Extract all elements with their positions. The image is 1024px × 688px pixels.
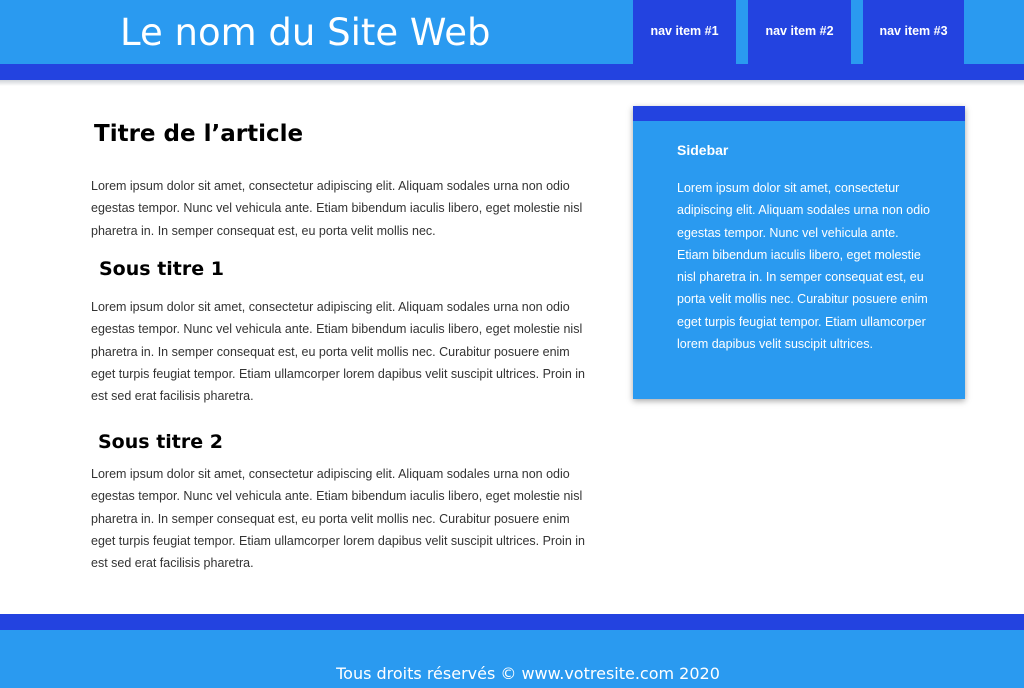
header-shadow (0, 80, 1024, 86)
sidebar-accent-bar (633, 106, 965, 121)
section-1-text: Lorem ipsum dolor sit amet, consectetur adipiscing elit. Aliquam sodales urna non odio egestas tempor. Nunc vel vehicula ante. Etiam bibendum iaculis libero, eget molestie nisl pharetra in. In semper consequat est, eu porta velit mollis nec. Curabitur posuere enim eget turpis feugiat tempor. Etiam ullamcorper lorem dapibus velit suscipit ultrices. Proin in est sed erat facilisis pharetra. (91, 300, 585, 404)
sidebar-title: Sidebar (677, 142, 729, 158)
footer-copyright: Tous droits réservés © www.votresite.com 2020 (336, 664, 720, 683)
sidebar-text: Lorem ipsum dolor sit amet, consectetur adipiscing elit. Aliquam sodales urna non odio egestas tempor. Nunc vel vehicula ante. Etiam bibendum iaculis libero, eget molestie nisl pharetra in. In semper consequat est, eu porta velit mollis nec. Curabitur posuere enim eget turpis feugiat tempor. Etiam ullamcorper lorem dapibus velit suscipit ultrices. (677, 181, 930, 352)
subtitle-1: Sous titre 1 (99, 258, 224, 280)
article-intro: Lorem ipsum dolor sit amet, consectetur adipiscing elit. Aliquam sodales urna non odio egestas tempor. Nunc vel vehicula ante. Etiam bibendum iaculis libero, eget molestie nisl pharetra in. In semper consequat est, eu porta velit mollis nec. (91, 179, 583, 238)
header-accent-bar (0, 64, 1024, 80)
footer-accent-bar (0, 614, 1024, 630)
site-header (0, 0, 1024, 64)
site-footer (0, 630, 1024, 688)
nav-item-3[interactable]: nav item #3 (863, 0, 964, 64)
site-title[interactable]: Le nom du Site Web (120, 11, 491, 54)
sidebar (633, 106, 965, 399)
section-2-text: Lorem ipsum dolor sit amet, consectetur adipiscing elit. Aliquam sodales urna non odio egestas tempor. Nunc vel vehicula ante. Etiam bibendum iaculis libero, eget molestie nisl pharetra in. In semper consequat est, eu porta velit mollis nec. Curabitur posuere enim eget turpis feugiat tempor. Etiam ullamcorper lorem dapibus velit suscipit ultrices. Proin in est sed erat facilisis pharetra. (91, 467, 585, 571)
nav-item-2[interactable]: nav item #2 (748, 0, 851, 64)
subtitle-2: Sous titre 2 (98, 431, 223, 453)
nav-item-1[interactable]: nav item #1 (633, 0, 736, 64)
article-title: Titre de l’article (94, 121, 304, 147)
